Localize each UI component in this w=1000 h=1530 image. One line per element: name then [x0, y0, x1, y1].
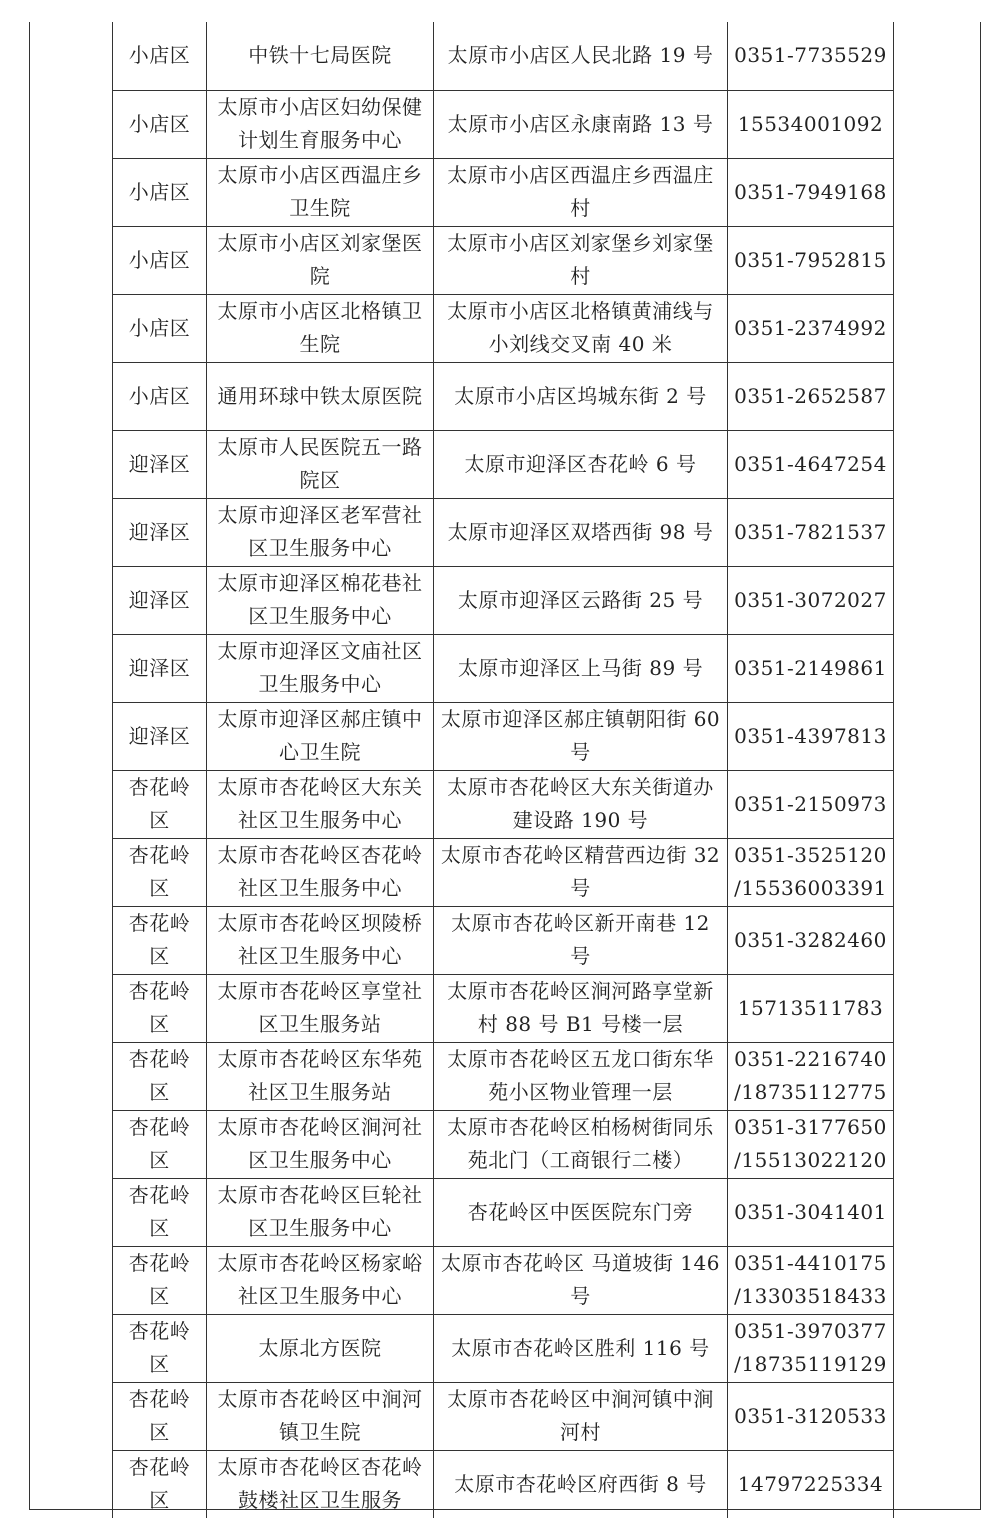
district-cell: 迎泽区 [113, 566, 207, 634]
phone-cell: 15534001092 [728, 90, 894, 158]
hospital-name-cell: 太原市迎泽区文庙社区卫生服务中心 [207, 634, 434, 702]
district-cell: 杏花岭区 [113, 1042, 207, 1110]
hospital-name-cell: 太原市杏花岭区杨家峪社区卫生服务中心 [207, 1246, 434, 1314]
phone-cell: 0351-2374992 [728, 294, 894, 362]
district-cell: 小店区 [113, 226, 207, 294]
district-cell: 杏花岭区 [113, 770, 207, 838]
phone-cell: 0351-2652587 [728, 362, 894, 430]
district-cell: 杏花岭区 [113, 906, 207, 974]
address-cell: 太原市杏花岭区五龙口街东华苑小区物业管理一层 [434, 1042, 728, 1110]
phone-cell: 0351-4397813 [728, 702, 894, 770]
phone-cell: 0351-4647254 [728, 430, 894, 498]
table-row [113, 566, 894, 634]
address-cell: 太原市小店区刘家堡乡刘家堡村 [434, 226, 728, 294]
phone-cell: 0351-3072027 [728, 566, 894, 634]
hospital-name-cell: 中铁十七局医院 [207, 22, 434, 90]
hospital-name-cell: 太原市杏花岭区中涧河镇卫生院 [207, 1382, 434, 1450]
table-row [113, 226, 894, 294]
address-cell: 太原市杏花岭区中涧河镇中涧河村 [434, 1382, 728, 1450]
address-cell: 太原市迎泽区杏花岭 6 号 [434, 430, 728, 498]
district-cell: 小店区 [113, 90, 207, 158]
phone-cell: 0351-3041401 [728, 1178, 894, 1246]
district-cell: 杏花岭区 [113, 1178, 207, 1246]
address-cell: 太原市杏花岭区大东关街道办建设路 190 号 [434, 770, 728, 838]
hospital-name-cell: 太原市小店区北格镇卫生院 [207, 294, 434, 362]
address-cell: 太原市小店区人民北路 19 号 [434, 22, 728, 90]
table-row [113, 362, 894, 430]
phone-cell: 0351-4410175 /13303518433 [728, 1246, 894, 1314]
phone-cell: 0351-2216740 /18735112775 [728, 1042, 894, 1110]
hospital-name-cell: 太原市杏花岭区坝陵桥社区卫生服务中心 [207, 906, 434, 974]
district-cell: 杏花岭区 [113, 1382, 207, 1450]
phone-cell: 0351-3525120 /15536003391 [728, 838, 894, 906]
table-row [113, 158, 894, 226]
phone-cell: 0351-7952815 [728, 226, 894, 294]
address-cell: 太原市迎泽区云路街 25 号 [434, 566, 728, 634]
address-cell: 杏花岭区中医医院东门旁 [434, 1178, 728, 1246]
phone-cell: 15713511783 [728, 974, 894, 1042]
table-row [113, 22, 894, 90]
address-cell: 太原市迎泽区郝庄镇朝阳街 60 号 [434, 702, 728, 770]
phone-cell: 0351-3970377 /18735119129 [728, 1314, 894, 1382]
address-cell: 太原市杏花岭区新开南巷 12 号 [434, 906, 728, 974]
table-row [113, 770, 894, 838]
table-row [113, 974, 894, 1042]
hospital-name-cell: 太原市杏花岭区大东关社区卫生服务中心 [207, 770, 434, 838]
address-cell: 太原市小店区坞城东街 2 号 [434, 362, 728, 430]
table-row [113, 1110, 894, 1178]
district-cell: 杏花岭区 [113, 1314, 207, 1382]
table-row [113, 90, 894, 158]
table-row [113, 1178, 894, 1246]
address-cell: 太原市杏花岭区胜利 116 号 [434, 1314, 728, 1382]
hospital-name-cell: 太原市杏花岭区东华苑社区卫生服务站 [207, 1042, 434, 1110]
district-cell: 迎泽区 [113, 702, 207, 770]
address-cell: 太原市小店区西温庄乡西温庄村 [434, 158, 728, 226]
phone-cell: 14797225334 [728, 1450, 894, 1518]
table-row [113, 430, 894, 498]
hospital-name-cell: 太原市小店区刘家堡医院 [207, 226, 434, 294]
district-cell: 迎泽区 [113, 634, 207, 702]
hospital-name-cell: 太原市迎泽区棉花巷社区卫生服务中心 [207, 566, 434, 634]
phone-cell: 0351-2149861 [728, 634, 894, 702]
hospital-name-cell: 太原市人民医院五一路院区 [207, 430, 434, 498]
table-row [113, 1382, 894, 1450]
hospital-name-cell: 太原市杏花岭区涧河社区卫生服务中心 [207, 1110, 434, 1178]
address-cell: 太原市迎泽区双塔西街 98 号 [434, 498, 728, 566]
phone-cell: 0351-7735529 [728, 22, 894, 90]
address-cell: 太原市小店区永康南路 13 号 [434, 90, 728, 158]
phone-cell: 0351-7949168 [728, 158, 894, 226]
table-row [113, 1246, 894, 1314]
table-row [113, 1314, 894, 1382]
district-cell: 迎泽区 [113, 498, 207, 566]
hospital-name-cell: 通用环球中铁太原医院 [207, 362, 434, 430]
address-cell: 太原市杏花岭区柏杨树街同乐苑北门（工商银行二楼） [434, 1110, 728, 1178]
district-cell: 小店区 [113, 294, 207, 362]
district-cell: 杏花岭区 [113, 974, 207, 1042]
phone-cell: 0351-3120533 [728, 1382, 894, 1450]
phone-cell: 0351-2150973 [728, 770, 894, 838]
address-cell: 太原市杏花岭区府西街 8 号 [434, 1450, 728, 1518]
district-cell: 杏花岭区 [113, 1450, 207, 1518]
district-cell: 小店区 [113, 362, 207, 430]
hospital-name-cell: 太原市小店区妇幼保健计划生育服务中心 [207, 90, 434, 158]
district-cell: 小店区 [113, 158, 207, 226]
table-row [113, 906, 894, 974]
table-row [113, 294, 894, 362]
table-row [113, 634, 894, 702]
hospital-name-cell: 太原市迎泽区郝庄镇中心卫生院 [207, 702, 434, 770]
table-row [113, 1042, 894, 1110]
hospital-table [112, 22, 894, 1518]
phone-cell: 0351-3177650 /15513022120 [728, 1110, 894, 1178]
table-row [113, 498, 894, 566]
address-cell: 太原市杏花岭区 马道坡街 146 号 [434, 1246, 728, 1314]
hospital-name-cell: 太原北方医院 [207, 1314, 434, 1382]
table-row [113, 1450, 894, 1518]
hospital-name-cell: 太原市杏花岭区杏花岭鼓楼社区卫生服务 [207, 1450, 434, 1518]
address-cell: 太原市迎泽区上马街 89 号 [434, 634, 728, 702]
hospital-name-cell: 太原市迎泽区老军营社区卫生服务中心 [207, 498, 434, 566]
table-row [113, 702, 894, 770]
address-cell: 太原市小店区北格镇黄浦线与小刘线交叉南 40 米 [434, 294, 728, 362]
district-cell: 小店区 [113, 22, 207, 90]
address-cell: 太原市杏花岭区精营西边街 32 号 [434, 838, 728, 906]
hospital-name-cell: 太原市杏花岭区享堂社区卫生服务站 [207, 974, 434, 1042]
district-cell: 杏花岭区 [113, 838, 207, 906]
phone-cell: 0351-3282460 [728, 906, 894, 974]
hospital-name-cell: 太原市小店区西温庄乡卫生院 [207, 158, 434, 226]
table-row [113, 838, 894, 906]
hospital-name-cell: 太原市杏花岭区巨轮社区卫生服务中心 [207, 1178, 434, 1246]
address-cell: 太原市杏花岭区涧河路享堂新村 88 号 B1 号楼一层 [434, 974, 728, 1042]
district-cell: 杏花岭区 [113, 1110, 207, 1178]
phone-cell: 0351-7821537 [728, 498, 894, 566]
district-cell: 迎泽区 [113, 430, 207, 498]
hospital-name-cell: 太原市杏花岭区杏花岭社区卫生服务中心 [207, 838, 434, 906]
district-cell: 杏花岭区 [113, 1246, 207, 1314]
